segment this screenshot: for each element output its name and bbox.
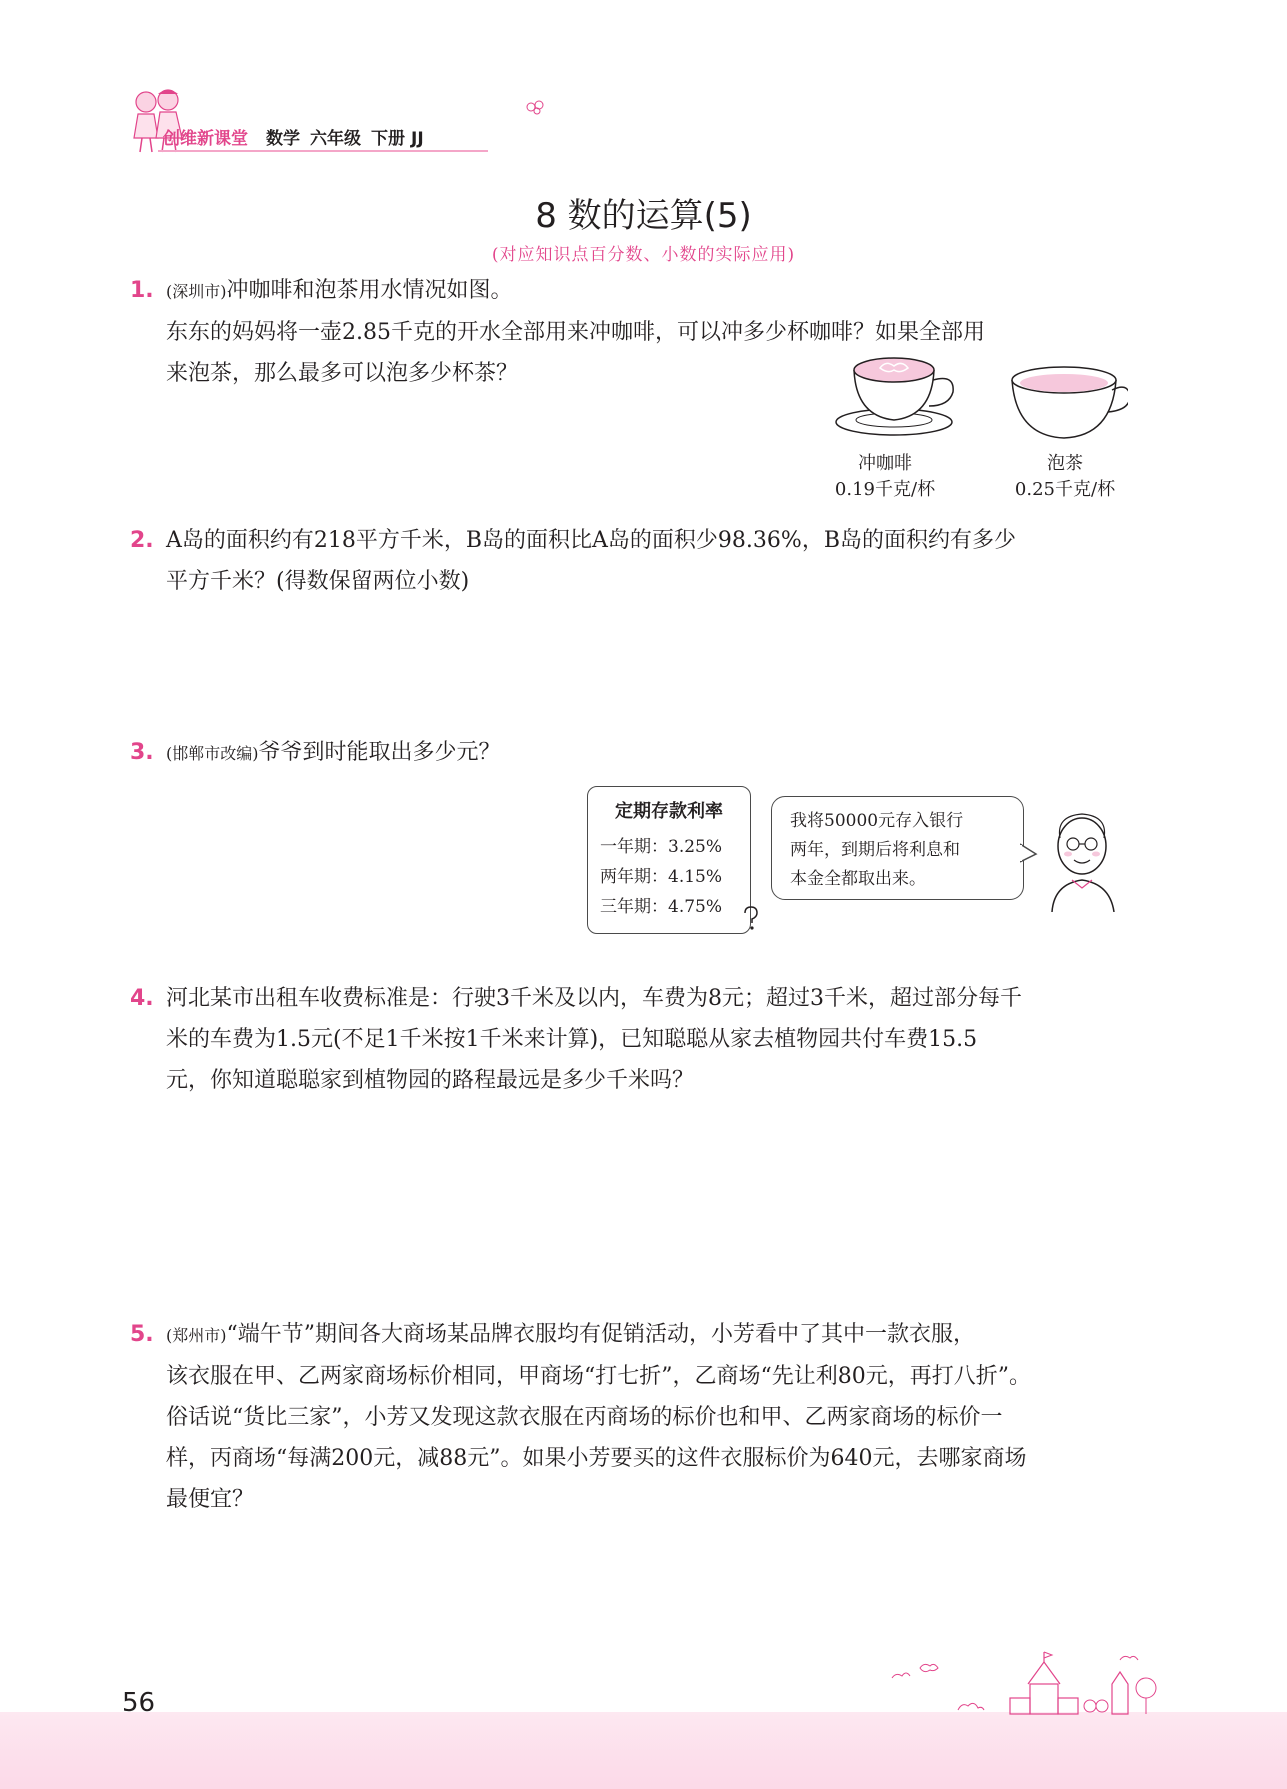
- question-line: 平方千米？(得数保留两位小数): [166, 569, 470, 594]
- tea-name: 泡茶: [1047, 453, 1083, 474]
- question-line: 元，你知道聪聪家到植物园的路程最远是多少千米吗？: [166, 1068, 695, 1093]
- coffee-amount: 0.19千克/杯: [834, 479, 936, 500]
- rate-row: 一年期：3.25%: [600, 837, 723, 857]
- question-3: [130, 732, 1130, 774]
- question-number: 5.: [130, 1322, 154, 1347]
- question-line: 米的车费为1.5元(不足1千米按1千米来计算)，已知聪聪从家去植物园共付车费15.5: [166, 1027, 978, 1052]
- running-header: [163, 124, 424, 149]
- volume: 下册: [371, 129, 405, 149]
- question-line: “端午节”期间各大商场某品牌衣服均有促销活动，小芳看中了其中一款衣服，: [226, 1322, 975, 1347]
- question-line: 爷爷到时能取出多少元？: [258, 740, 501, 765]
- question-mark-icon: [740, 905, 762, 933]
- question-line: 最便宜？: [166, 1487, 255, 1512]
- interest-rate-box: [587, 786, 751, 934]
- header-underline: [158, 150, 488, 152]
- speech-bubble: [771, 796, 1024, 900]
- series-name: 创维新课堂: [163, 129, 248, 149]
- header-flower-icon: [525, 98, 547, 116]
- rate-row: 两年期：4.15%: [600, 867, 723, 887]
- question-source: (深圳市): [166, 282, 227, 301]
- question-number: 4.: [130, 986, 154, 1011]
- grade: 六年级: [310, 129, 361, 149]
- question-1: [130, 270, 1130, 394]
- question-number: 1.: [130, 278, 154, 303]
- question-source: (郑州市): [166, 1326, 227, 1345]
- question-line: 河北某市出租车收费标准是：行驶3千米及以内，车费为8元；超过3千米，超过部分每千: [166, 986, 1022, 1011]
- speech-bubble-tail: [1020, 842, 1040, 866]
- question-line: 冲咖啡和泡茶用水情况如图。: [226, 278, 513, 303]
- rate-row: 三年期：4.75%: [600, 897, 723, 917]
- question-number: 2.: [130, 528, 154, 553]
- question-line: 来泡茶，那么最多可以泡多少杯茶？: [166, 361, 519, 386]
- coffee-label: [800, 451, 970, 503]
- coffee-cup-illustration: [832, 356, 967, 444]
- subject: 数学: [266, 129, 300, 149]
- question-line: 东东的妈妈将一壶2.85千克的开水全部用来冲咖啡，可以冲多少杯咖啡？如果全部用: [166, 320, 985, 345]
- question-4: [130, 978, 1130, 1101]
- footer-castle-illustration: [880, 1648, 1170, 1718]
- grandpa-illustration: [1046, 808, 1122, 912]
- question-5: [130, 1314, 1130, 1520]
- page-subtitle: (对应知识点百分数、小数的实际应用): [491, 245, 796, 265]
- question-line: 俗话说“货比三家”，小芳又发现这款衣服在丙商场的标价也和甲、乙两家商场的标价一: [166, 1405, 1003, 1430]
- page-title: 8 数的运算(5): [535, 196, 752, 236]
- question-line: A岛的面积约有218平方千米，B岛的面积比A岛的面积少98.36%，B岛的面积约有多少: [166, 528, 1016, 553]
- speech-line: 两年，到期后将利息和: [790, 840, 960, 860]
- tea-amount: 0.25千克/杯: [1014, 479, 1116, 500]
- coffee-name: 冲咖啡: [858, 453, 912, 474]
- tea-label: [980, 451, 1150, 503]
- tea-cup-illustration: [1008, 364, 1128, 448]
- question-2: [130, 520, 1130, 602]
- question-line: 样，丙商场“每满200元，减88元”。如果小芳要买的这件衣服标价为640元，去哪家商场: [166, 1446, 1027, 1471]
- question-source: (邯郸市改编): [166, 744, 259, 763]
- rate-box-title: 定期存款利率: [615, 801, 723, 822]
- edition: JJ: [411, 129, 424, 149]
- speech-line: 我将50000元存入银行: [790, 811, 964, 831]
- speech-line: 本金全都取出来。: [790, 869, 926, 889]
- question-number: 3.: [130, 740, 154, 765]
- footer-band: [0, 1712, 1287, 1789]
- question-line: 该衣服在甲、乙两家商场标价相同，甲商场“打七折”，乙商场“先让利80元，再打八折”。: [166, 1364, 1031, 1389]
- speech-text: [790, 807, 1010, 894]
- page-number: 56: [122, 1688, 156, 1718]
